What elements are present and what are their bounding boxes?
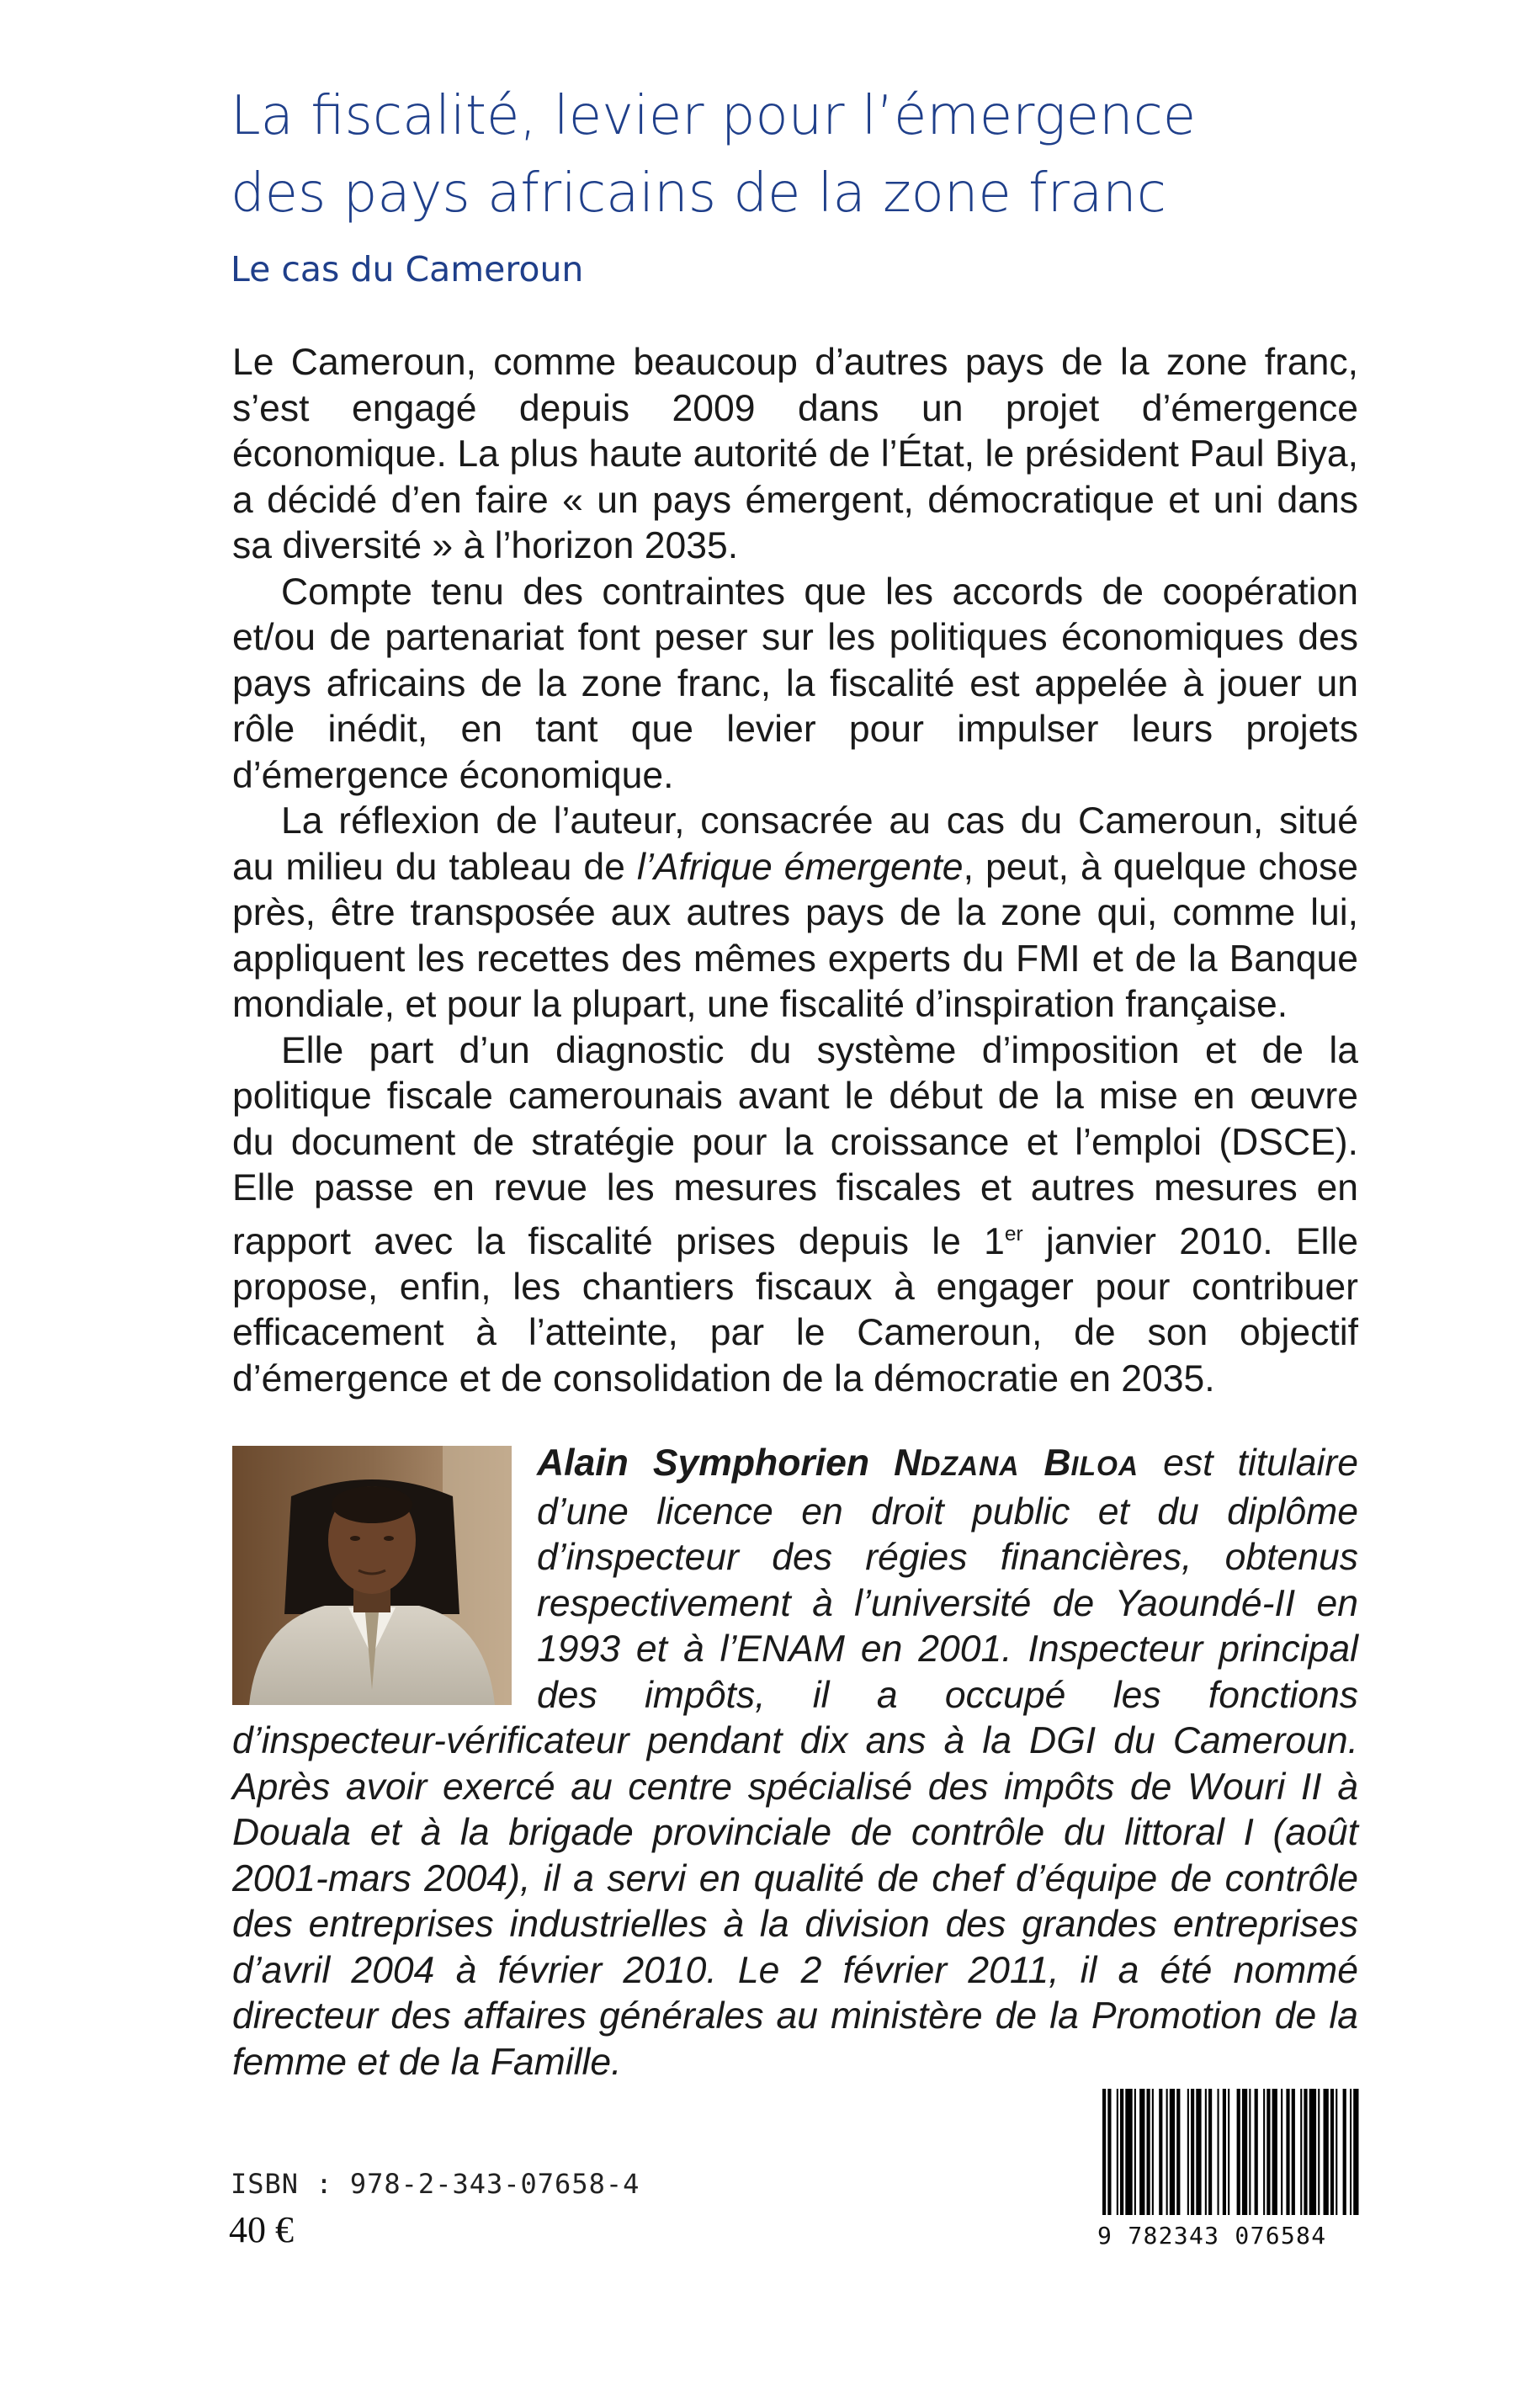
barcode-bar bbox=[1336, 2089, 1337, 2215]
barcode-bar bbox=[1176, 2089, 1180, 2215]
book-title bbox=[231, 77, 1409, 232]
summary-paragraph-4 bbox=[232, 1028, 1358, 1403]
barcode-bar bbox=[1242, 2089, 1247, 2215]
barcode-bar bbox=[1134, 2089, 1136, 2215]
barcode-bar bbox=[1281, 2089, 1282, 2215]
barcode-bar bbox=[1330, 2089, 1334, 2215]
author-portrait-image bbox=[232, 1446, 512, 1705]
author-name bbox=[537, 1442, 1139, 1484]
p3-text-start: La réflexion de l’auteur, consacrée au cas du Cameroun, situé au milieu du tableau de bbox=[232, 800, 1358, 888]
p4-superscript: er bbox=[1004, 1222, 1023, 1246]
barcode-bar bbox=[1196, 2089, 1201, 2215]
barcode-bar bbox=[1152, 2089, 1154, 2215]
back-cover-summary bbox=[232, 340, 1358, 1402]
price-label: 40 € bbox=[229, 2209, 294, 2250]
barcode-bar bbox=[1191, 2089, 1194, 2215]
summary-paragraph-2: Compte tenu des contraintes que les accords de coopération et/ou de partenariat font peser sur les politiques économiques des pays africains de la zone franc, la fiscalité est appelée à jouer un rôle inédit, en tant que levier pour impulser leurs projets d’émergence économique. bbox=[232, 571, 1358, 796]
barcode-digits: 9 782343 076584 bbox=[1097, 2222, 1327, 2250]
author-first-name: Alain Symphorien bbox=[537, 1442, 895, 1484]
barcode-bar bbox=[1343, 2089, 1346, 2215]
barcode-bar bbox=[1237, 2089, 1240, 2215]
barcode-bar bbox=[1166, 2089, 1168, 2215]
barcode-bar bbox=[1286, 2089, 1289, 2215]
barcode-bar bbox=[1272, 2089, 1277, 2215]
barcode-bar bbox=[1120, 2089, 1123, 2215]
barcode-bar bbox=[1255, 2089, 1258, 2215]
barcode-bar bbox=[1324, 2089, 1329, 2215]
barcode-bar bbox=[1249, 2089, 1251, 2215]
barcode-bar bbox=[1350, 2089, 1351, 2215]
barcode-bar bbox=[1170, 2089, 1175, 2215]
barcode-bar bbox=[1353, 2089, 1358, 2215]
book-subtitle: Le cas du Cameroun bbox=[231, 249, 584, 289]
author-biography bbox=[232, 1441, 1358, 2085]
barcode-bar bbox=[1147, 2089, 1150, 2215]
p3-italic-title: l’Afrique émergente bbox=[636, 846, 964, 888]
barcode-bar bbox=[1107, 2089, 1111, 2215]
author-lastname1-rest: DZANA bbox=[921, 1451, 1020, 1481]
barcode-bar bbox=[1218, 2089, 1219, 2215]
barcode-bar bbox=[1223, 2089, 1226, 2215]
p3-text-end: , peut, à quelque chose près, être transposée aux autres pays de la zone qui, comme lui, appliquent les recettes des mêmes experts du FMI et de la Banque mondiale, et pour la plupart, une fiscalité d’inspiration française. bbox=[232, 846, 1358, 1025]
summary-paragraph-3 bbox=[232, 799, 1358, 1028]
author-lastname2-initial: B bbox=[1043, 1442, 1071, 1484]
author-lastname1-initial: N bbox=[894, 1442, 921, 1484]
barcode-bar bbox=[1125, 2089, 1132, 2215]
barcode-bar bbox=[1102, 2089, 1106, 2215]
barcode-bar bbox=[1139, 2089, 1144, 2215]
author-bio-text: est titulaire d’une licence en droit public et du diplôme d’inspecteur des régies financières, obtenus respectivement à l’université de Yaoundé-II en 1993 et à l’ENAM en 2001. Inspecteur principal des impôts, il a occupé les fonctions d’inspecteur-vérificateur pendant dix ans à la DGI du Cameroun. Après avoir exercé au centre spécialisé des impôts de Wouri II à Douala et à la brigade provinciale de contrôle du littoral I (août 2001-mars 2004), il a servi en qualité de chef d’équipe de contrôle des entreprises industrielles à la division des grandes entreprises d’avril 2004 à février 2010. Le 2 février 2011, il a été nommé directeur des affaires générales au ministère de la Promotion de la femme et de la Famille. bbox=[232, 1442, 1359, 2083]
barcode-bar bbox=[1263, 2089, 1265, 2215]
barcode-bar bbox=[1228, 2089, 1229, 2215]
barcode-bar bbox=[1159, 2089, 1162, 2215]
barcode-bar bbox=[1292, 2089, 1295, 2215]
title-line-2: des pays africains de la zone franc bbox=[231, 162, 1166, 225]
title-line-1: La fiscalité, levier pour l’émergence bbox=[231, 85, 1197, 147]
barcode-bar bbox=[1117, 2089, 1118, 2215]
barcode-bar bbox=[1309, 2089, 1316, 2215]
isbn-number: ISBN : 978-2-343-07658-4 bbox=[231, 2168, 640, 2200]
p4-text-start: Elle part d’un diagnostic du système d’imposition et de la politique fiscale camerounais avant le début de la mise en œuvre du document de stratégie pour la croissance et l’emploi (DSCE). Elle passe en revue les mesures fiscales et autres mesures en rapport avec la fiscalité prises depuis le 1 bbox=[232, 1029, 1358, 1262]
barcode-bar bbox=[1267, 2089, 1270, 2215]
barcode-bar bbox=[1208, 2089, 1212, 2215]
author-lastname2-rest: ILOA bbox=[1070, 1451, 1139, 1481]
barcode-bars bbox=[1101, 2089, 1363, 2223]
barcode-bar bbox=[1187, 2089, 1189, 2215]
barcode-bar bbox=[1300, 2089, 1302, 2215]
barcode-bar bbox=[1304, 2089, 1307, 2215]
barcode-bar bbox=[1318, 2089, 1320, 2215]
summary-paragraph-1: Le Cameroun, comme beaucoup d’autres pays de la zone franc, s’est engagé depuis 2009 dans un projet d’émergence économique. La plus haute autorité de l’État, le président Paul Biya, a décidé d’en faire « un pays émergent, démocratique et uni dans sa diversité » à l’horizon 2035. bbox=[232, 342, 1358, 566]
p4-text-end: janvier 2010. Elle propose, enfin, les chantiers fiscaux à engager pour contribuer efficacement à l’atteinte, par le Cameroun, de son objectif d’émergence et de consolidation de la démocratie en 2035. bbox=[232, 1220, 1358, 1400]
author-photo bbox=[232, 1446, 512, 1705]
barcode-bar bbox=[1205, 2089, 1207, 2215]
